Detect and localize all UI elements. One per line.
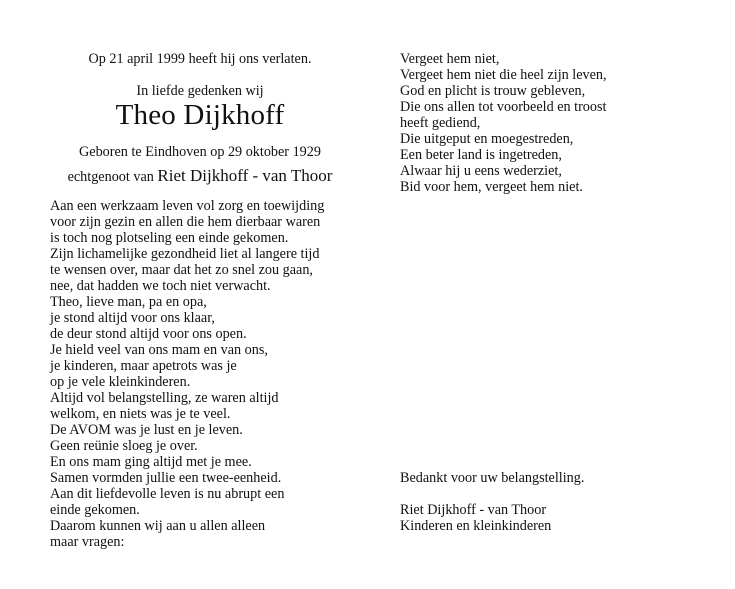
spouse-prefix: echtgenoot van (67, 169, 154, 185)
spouse-name: Riet Dijkhoff - van Thoor (157, 166, 333, 185)
poem-line: Die ons allen tot voorbeeld en troost (400, 99, 607, 115)
poem-line: Een beter land is ingetreden, (400, 147, 562, 163)
eulogy-line: maar vragen: (50, 534, 125, 550)
eulogy-line: Je hield veel van ons mam en van ons, (50, 342, 268, 358)
poem-line: Bid voor hem, vergeet hem niet. (400, 179, 583, 195)
eulogy-line: Altijd vol belangstelling, ze waren altijd (50, 390, 279, 406)
poem-line: God en plicht is trouw gebleven, (400, 83, 586, 99)
eulogy-line: te wensen over, maar dat het zo snel zou gaan, (50, 262, 313, 278)
deceased-name: Theo Dijkhoff (115, 99, 285, 131)
poem-line: Vergeet hem niet, (400, 51, 500, 67)
eulogy-line: je stond altijd voor ons klaar, (50, 310, 215, 326)
eulogy-line: Zijn lichamelijke gezondheid liet al langere tijd (50, 246, 320, 262)
eulogy-line: op je vele kleinkinderen. (50, 374, 191, 390)
eulogy-line: Daarom kunnen wij aan u allen alleen (50, 518, 266, 534)
eulogy-line: Theo, lieve man, pa en opa, (50, 294, 207, 310)
eulogy-line: Aan dit liefdevolle leven is nu abrupt een (50, 486, 285, 502)
eulogy-line: En ons mam ging altijd met je mee. (50, 454, 252, 470)
poem-line: Alwaar hij u eens wederziet, (400, 163, 562, 179)
eulogy-line: Samen vormden jullie een twee-eenheid. (50, 470, 282, 486)
birth-line: Geboren te Eindhoven op 29 oktober 1929 (79, 144, 321, 160)
eulogy-line: nee, dat hadden we toch niet verwacht. (50, 278, 271, 294)
signature-line: Riet Dijkhoff - van Thoor (400, 502, 547, 518)
eulogy-line: Aan een werkzaam leven vol zorg en toewijding (50, 198, 325, 214)
in-memory-line: In liefde gedenken wij (136, 83, 264, 99)
eulogy-line: einde gekomen. (50, 502, 140, 518)
poem-line: heeft gediend, (400, 115, 481, 131)
signature-line: Kinderen en kleinkinderen (400, 518, 552, 534)
thanks-line: Bedankt voor uw belangstelling. (400, 470, 585, 486)
eulogy-line: voor zijn gezin en allen die hem dierbaar waren (50, 214, 321, 230)
eulogy-line: de deur stond altijd voor ons open. (50, 326, 247, 342)
poem-line: Vergeet hem niet die heel zijn leven, (400, 67, 607, 83)
eulogy-line: welkom, en niets was je te veel. (50, 406, 231, 422)
eulogy-line: Geen reünie sloeg je over. (50, 438, 198, 454)
date-of-death-line: Op 21 april 1999 heeft hij ons verlaten. (88, 51, 312, 67)
spouse-line (50, 167, 350, 186)
eulogy-line: je kinderen, maar apetrots was je (50, 358, 237, 374)
eulogy-line: is toch nog plotseling een einde gekomen. (50, 230, 289, 246)
poem-line: Die uitgeput en moegestreden, (400, 131, 574, 147)
eulogy-line: De AVOM was je lust en je leven. (50, 422, 243, 438)
